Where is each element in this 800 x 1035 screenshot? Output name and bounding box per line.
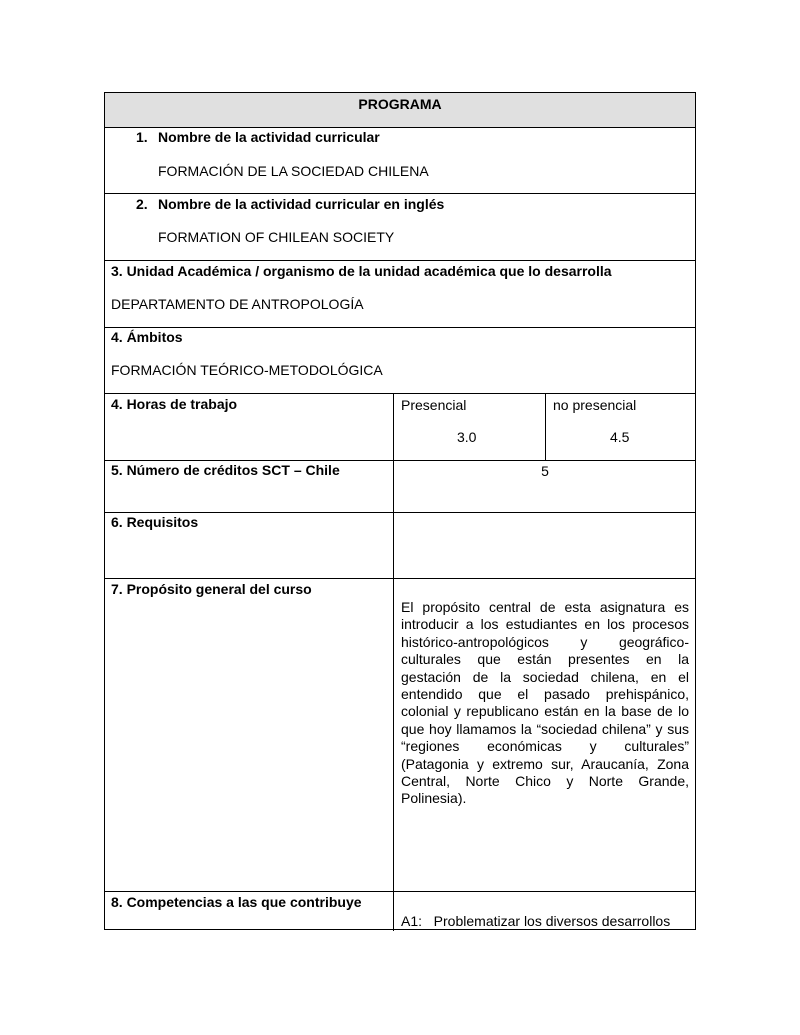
proposito-line: El propósito central de esta asignatura es	[401, 599, 689, 615]
competencias-label: 8. Competencias a las que contribuye	[111, 894, 362, 910]
proposito-label: 7. Propósito general del curso	[111, 581, 312, 597]
proposito-line: que hoy llamamos la “sociedad chilena” y sus	[401, 720, 689, 737]
proposito-line: culturales que están presentes en la	[401, 651, 689, 668]
section-1-value: FORMACIÓN DE LA SOCIEDAD CHILENA	[158, 163, 429, 179]
proposito-line: “regiones económicas y culturales”	[401, 738, 689, 755]
creditos-value: 5	[541, 463, 549, 479]
proposito-line: Central, Norte Chico y Norte Grande,	[401, 772, 689, 789]
proposito-line: Polinesia).	[401, 790, 467, 807]
section-4-value: FORMACIÓN TEÓRICO-METODOLÓGICA	[111, 362, 383, 378]
proposito-line: (Patagonia y extremo sur, Araucanía, Zona	[401, 755, 689, 772]
proposito-line: colonial y republicano están en la base de lo	[401, 703, 689, 720]
section-2-number: 2.	[136, 196, 148, 212]
section-4-label: 4. Ámbitos	[111, 329, 183, 345]
section-2-value: FORMATION OF CHILEAN SOCIETY	[158, 229, 395, 245]
competencias-value: A1: Problematizar los diversos desarrollos	[401, 913, 671, 929]
table-header-title: PROGRAMA	[358, 96, 442, 112]
section-3-value: DEPARTAMENTO DE ANTROPOLOGÍA	[111, 296, 364, 312]
proposito-text	[401, 599, 689, 808]
creditos-label: 5. Número de créditos SCT – Chile	[111, 462, 340, 478]
proposito-line: histórico-antropológicos y geográfico-	[401, 633, 689, 650]
no-presencial-value: 4.5	[610, 429, 630, 445]
proposito-line: introducir a los estudiantes en los procesos	[401, 616, 689, 633]
proposito-line: entendido que el pasado prehispánico,	[401, 685, 689, 702]
horas-label: 4. Horas de trabajo	[111, 396, 238, 412]
section-1-label: Nombre de la actividad curricular	[158, 129, 380, 145]
requisitos-label: 6. Requisitos	[111, 514, 199, 530]
section-3-label: 3. Unidad Académica / organismo de la unidad académica que lo desarrolla	[111, 263, 612, 279]
program-table	[104, 92, 696, 930]
no-presencial-label: no presencial	[553, 397, 637, 413]
proposito-line: gestación de la sociedad chilena, en el	[401, 668, 689, 685]
section-1-number: 1.	[136, 129, 148, 145]
section-2-label: Nombre de la actividad curricular en inglés	[158, 196, 445, 212]
presencial-value: 3.0	[457, 429, 477, 445]
presencial-label: Presencial	[401, 397, 467, 413]
